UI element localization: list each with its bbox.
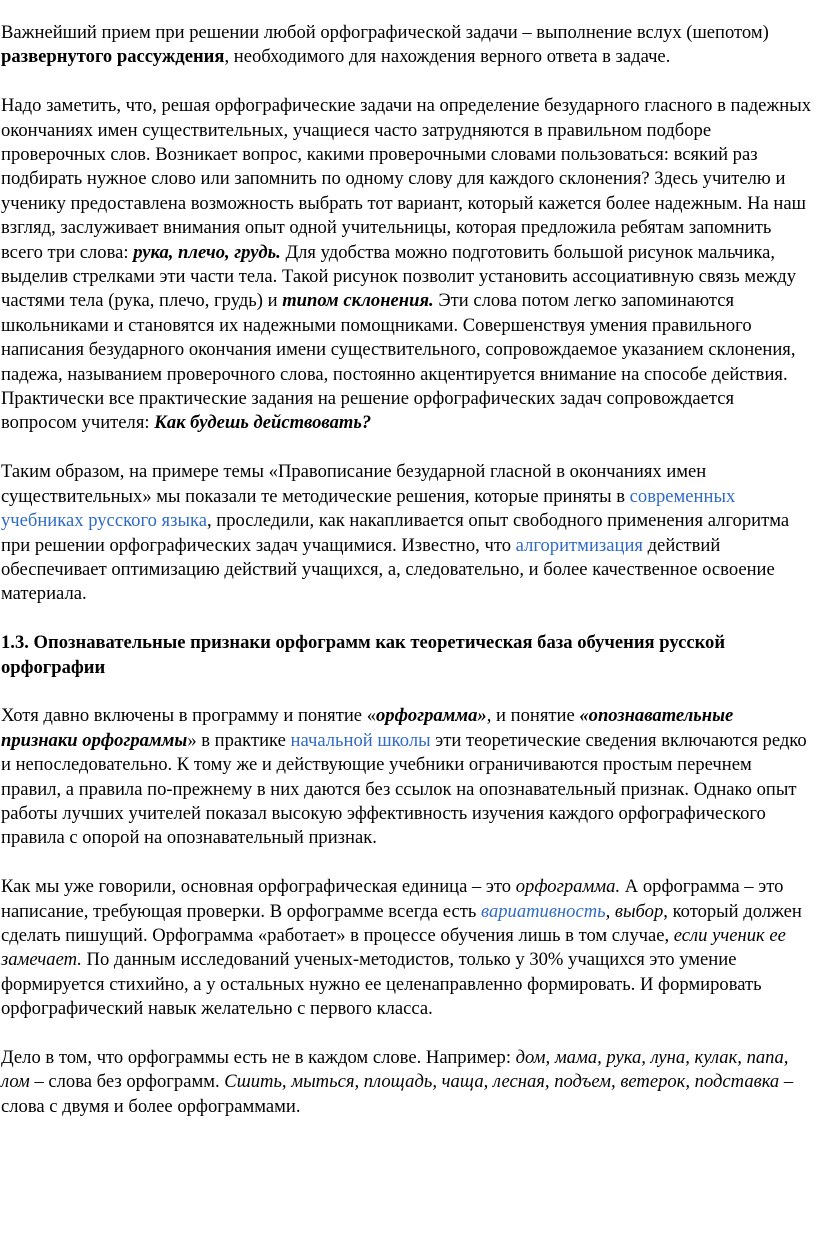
bold-italic-term: рука, плечо, грудь. (133, 241, 281, 263)
link-modern-textbooks[interactable]: современных учебниках русского языка (1, 485, 736, 532)
bold-italic-question: Как будешь действовать? (154, 412, 372, 434)
text: Как мы уже говорили, основная орфографическая единица – это (1, 876, 516, 898)
paragraph-conclusion (1, 460, 811, 606)
italic-examples: Сшить, мыться, площадь, чаща, лесная, подъем, ветерок, подставка (224, 1071, 780, 1093)
italic-term: , выбор (605, 900, 664, 922)
paragraph-reasoning (1, 21, 811, 70)
bold-italic-term: «опознавательные признаки орфограммы (1, 705, 734, 751)
text: Эти слова потом легко запоминаются школьниками и становятся их надежными помощниками. Совершенствуя умения правильного написания безударного окончания имени существительного, сопровождаемое указанием склонения, падежа, называнием проверочного слова, постоянно акцентируется внимание на способе действия. Практически все практические задания на решение орфографических задач сопровождается вопросом учителя: (1, 290, 796, 434)
link-variativity[interactable] (481, 901, 606, 922)
text: , и понятие (486, 705, 580, 727)
bold-term: развернутого рассуждения (1, 46, 225, 68)
paragraph-concepts (1, 704, 811, 850)
text: действий обеспечивает оптимизацию действий учащихся, а, следовательно, и более качественное освоение материала. (1, 534, 775, 605)
text: Дело в том, что орфограммы есть не в каждом слове. Например: (1, 1046, 516, 1068)
paragraph-check-words (1, 94, 811, 436)
bold-italic-term: орфограмма» (376, 705, 487, 727)
text: , необходимого для нахождения верного ответа в задаче. (224, 46, 671, 68)
italic-phrase: если ученик ее замечает. (1, 924, 786, 971)
link-primary-school[interactable]: начальной школы (290, 729, 431, 751)
section-heading: 1.3. Опознавательные признаки орфограмм как теоретическая база обучения русской орфографии (1, 632, 726, 678)
text: – слова без орфограмм. (29, 1071, 225, 1093)
text: А орфограмма – это написание, требующая проверки. В орфограмме всегда есть (1, 876, 784, 922)
text: , который должен сделать пишущий. Орфограмма «работает» в процессе обучения лишь в том случае, (1, 900, 802, 946)
text: Для удобства можно подготовить большой рисунок мальчика, выделив стрелками эти части тела. Такой рисунок позволит установить ассоциативную связь между частями тела (рука, плечо, грудь) и (1, 241, 797, 312)
italic-term: орфограмма. (515, 876, 621, 898)
bold-italic-term: типом склонения. (282, 290, 434, 312)
text: , проследили, как накапливается опыт свободного применения алгоритма при решении орфографических задач учащимися. Известно, что (1, 510, 790, 556)
text: Надо заметить, что, решая орфографические задачи на определение безударного гласного в падежных окончаниях имен существительных, учащиеся часто затрудняются в правильном подборе проверочных слов. Возникает вопрос, какими проверочными словами пользоваться: всякий раз подбирать нужное слово или запомнить по одному слову для каждого склонения? Здесь учителю и ученику предоставлена возможность выбрать тот вариант, который кажется более надежным. На наш взгляд, заслуживает внимания опыт одной учительницы, которая предложила ребятам запомнить всего три слова: (1, 95, 812, 263)
paragraph-orthogram (1, 875, 811, 1021)
italic-examples: дом, мама, рука, луна, кулак, папа, лом (1, 1046, 789, 1093)
paragraph-examples (1, 1046, 811, 1119)
text: » в практике (187, 729, 291, 751)
text: По данным исследований ученых-методистов, только у 30% учащихся это умение формируется стихийно, а у остальных нужно ее целенаправленно формировать. И формировать орфографический навык желательно с первого класса. (1, 949, 762, 1020)
link-variativity-text: вариативность (481, 900, 606, 922)
text: эти теоретические сведения включаются редко и непоследовательно. К тому же и действующие учебники ограничиваются простым перечнем правил, а правила по-прежнему в них даются без ссылок на опознавательный признак. Однако опыт работы лучших учителей показал высокую эффективность изучения каждого орфографического правила с опорой на опознавательный признак. (1, 729, 807, 849)
link-algorithmization[interactable]: алгоритмизация (515, 534, 643, 556)
text: Таким образом, на примере темы «Правописание безударной гласной в окончаниях имен существительных» мы показали те методические решения, которые приняты в (1, 461, 707, 507)
text: – слова с двумя и более орфограммами. (1, 1071, 794, 1117)
text: Хотя давно включены в программу и понятие « (1, 705, 376, 727)
text: Важнейший прием при решении любой орфографической задачи – выполнение вслух (шепотом) (1, 22, 769, 43)
